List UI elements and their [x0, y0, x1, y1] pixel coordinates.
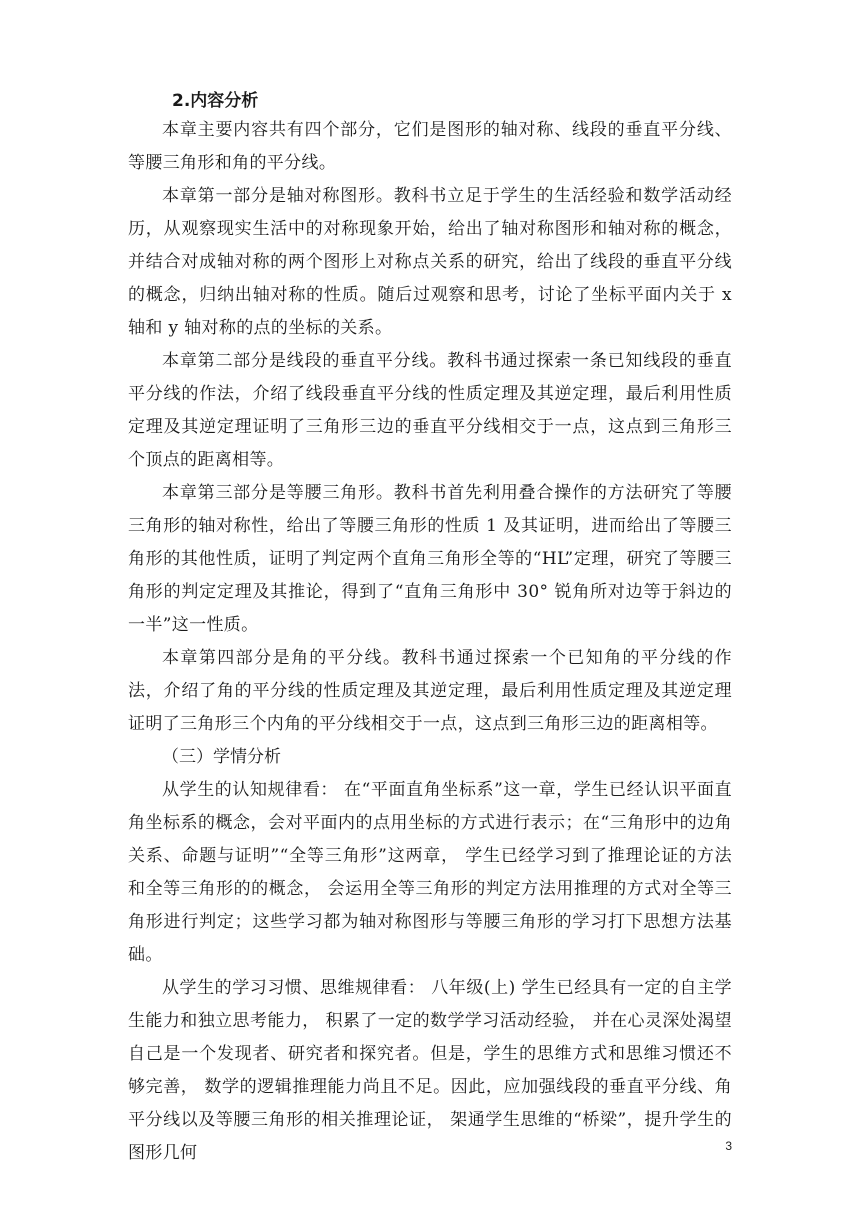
- page-number: 3: [725, 1139, 732, 1153]
- subsection-heading: （三）学情分析: [162, 747, 281, 767]
- paragraph-overview: 本章主要内容共有四个部分，它们是图形的轴对称、线段的垂直平分线、等腰三角形和角的平分线。: [128, 120, 732, 173]
- paragraph-part-two: 本章第二部分是线段的垂直平分线。教科书通过探索一条已知线段的垂直平分线的作法，介绍了线段垂直平分线的性质定理及其逆定理，最后利用性质定理及其逆定理证明了三角形三边的垂直平分线相交于一点，这点到三角形三个顶点的距离相等。: [128, 351, 732, 470]
- document-body: [128, 88, 732, 1170]
- paragraph-part-one: 本章第一部分是轴对称图形。教科书立足于学生的生活经验和数学活动经历，从观察现实生活中的对称现象开始，给出了轴对称图形和轴对称的概念，并结合对成轴对称的两个图形上对称点关系的研究，给出了线段的垂直平分线的概念，归纳出轴对称的性质。随后过观察和思考，讨论了坐标平面内关于 x 轴和 y 轴对称的点的坐标的关系。: [128, 186, 732, 338]
- section-heading: 2.内容分析: [172, 91, 259, 111]
- paragraph-learning-habits: 从学生的学习习惯、思维规律看： 八年级(上) 学生已经具有一定的自主学生能力和独立思考能力， 积累了一定的数学学习活动经验， 并在心灵深处渴望自己是一个发现者、研究者和探究者。但是，学生的思维方式和思维习惯还不够完善， 数学的逻辑推理能力尚且不足。因此，应加强线段的垂直平分线、角平分线以及等腰三角形的相关推理论证， 架通学生思维的“桥梁”，提升学生的图形几何: [128, 978, 732, 1163]
- paragraph-part-three: 本章第三部分是等腰三角形。教科书首先利用叠合操作的方法研究了等腰三角形的轴对称性，给出了等腰三角形的性质 1 及其证明，进而给出了等腰三角形的其他性质，证明了判定两个直角三角形全等的“HL”定理，研究了等腰三角形的判定定理及其推论，得到了“直角三角形中 30° 锐角所对边等于斜边的一半”这一性质。: [128, 483, 732, 635]
- paragraph-part-four: 本章第四部分是角的平分线。教科书通过探索一个已知角的平分线的作法，介绍了角的平分线的性质定理及其逆定理，最后利用性质定理及其逆定理证明了三角形三个内角的平分线相交于一点，这点到三角形三边的距离相等。: [128, 648, 732, 734]
- paragraph-cognitive-pattern: 从学生的认知规律看： 在“平面直角坐标系”这一章，学生已经认识平面直角坐标系的概念，会对平面内的点用坐标的方式进行表示；在“三角形中的边角关系、命题与证明”“全等三角形”这两章， 学生已经学习到了推理论证的方法和全等三角形的的概念， 会运用全等三角形的判定方法用推理的方式对全等三角形进行判定；这些学习都为轴对称图形与等腰三角形的学习打下思想方法基础。: [128, 780, 732, 965]
